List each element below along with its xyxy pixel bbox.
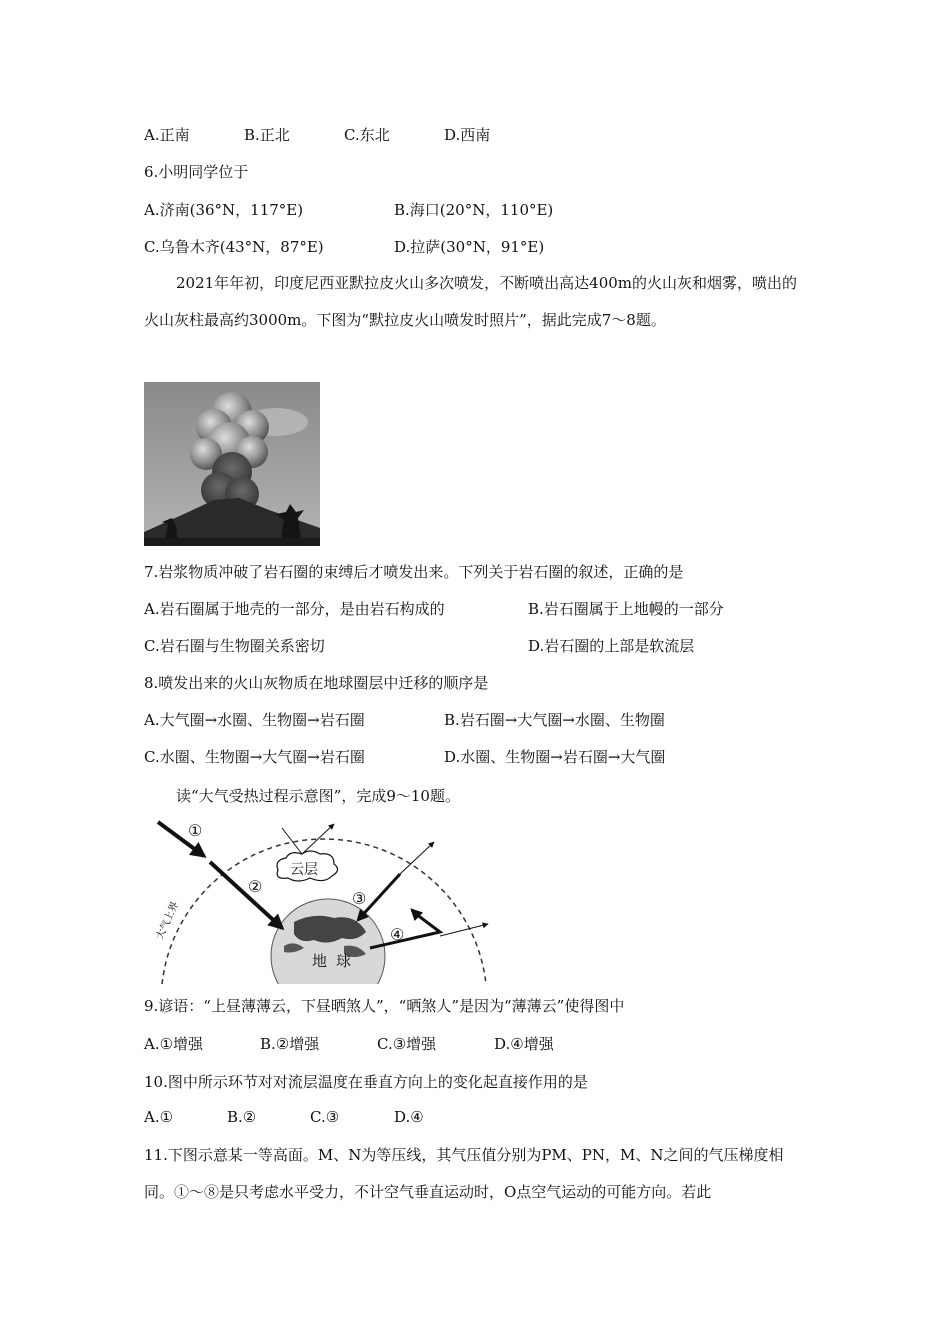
q8-option-d: D.水圈、生物圈→岩石圈→大气圈 [444,748,666,766]
q6-option-d: D.拉萨(30°N，91°E) [394,238,545,256]
boundary-label: 大气上界 [154,900,182,942]
q9-option-d: D.④增强 [494,1035,554,1053]
intro-paragraph-7-8: 2021年年初，印度尼西亚默拉皮火山多次喷发，不断喷出高达400m的火山灰和烟雾，喷出的火山灰柱最高约3000m。下图为“默拉皮火山喷发时照片”，据此完成7～8题。 [144,274,798,329]
atmosphere-heating-diagram [144,814,504,986]
q7-option-a: A.岩石圈属于地壳的一部分，是由岩石构成的 [144,600,445,618]
q9-option-b: B.②增强 [260,1035,320,1053]
label-3: ③ [352,889,367,908]
label-4: ④ [390,925,405,944]
q9-stem: 9.谚语：“上昼薄薄云，下昼晒煞人”，“晒煞人”是因为“薄薄云”使得图中 [144,997,625,1015]
q10-stem: 10.图中所示环节对对流层温度在垂直方向上的变化起直接作用的是 [144,1073,588,1091]
intro-9-10: 读“大气受热过程示意图”，完成9～10题。 [176,787,460,805]
earth-label-1: 地 [312,952,328,970]
q5-option-c: C.东北 [344,126,390,144]
cloud-label: 云层 [290,862,318,878]
q6-option-a: A.济南(36°N，117°E) [144,201,304,219]
q7-option-d: D.岩石圈的上部是软流层 [528,637,695,655]
earth-label-2: 球 [336,952,352,970]
arrow-4-tail [440,924,488,936]
volcano-eruption-photo [144,382,320,546]
q5-option-a: A.正南 [144,126,190,144]
q8-option-b: B.岩石圈→大气圈→水圈、生物圈 [444,711,665,729]
earth-globe-icon [271,899,385,986]
q7-option-c: C.岩石圈与生物圈关系密切 [144,637,325,655]
q9-option-c: C.③增强 [377,1035,437,1053]
q6-option-b: B.海口(20°N，110°E) [394,201,554,219]
q5-option-d: D.西南 [444,126,491,144]
label-1: ① [188,821,203,840]
q7-option-b: B.岩石圈属于上地幔的一部分 [528,600,724,618]
label-2: ② [248,877,263,896]
arrow-3-tail [400,842,434,874]
q11-stem: 11.下图示意某一等高面。M、N为等压线，其气压值分别为PM、PN，M、N之间的气压梯度相同。①～⑧是只考虑水平受力，不计空气垂直运动时，O点空气运动的可能方向。若此 [144,1146,784,1201]
arrow-2 [210,862,282,928]
cloud-incoming-arrow [282,828,302,854]
q10-option-d: D.④ [394,1108,424,1126]
q8-stem: 8.喷发出来的火山灰物质在地球圈层中迁移的顺序是 [144,674,489,692]
q7-stem: 7.岩浆物质冲破了岩石圈的束缚后才喷发出来。下列关于岩石圈的叙述，正确的是 [144,563,684,581]
q8-option-c: C.水圈、生物圈→大气圈→岩石圈 [144,748,365,766]
q10-option-c: C.③ [310,1108,340,1126]
q6-stem: 6.小明同学位于 [144,163,249,181]
q8-option-a: A.大气圈→水圈、生物圈→岩石圈 [144,711,365,729]
q6-option-c: C.乌鲁木齐(43°N，87°E) [144,238,324,256]
q10-option-a: A.① [144,1108,174,1126]
q9-option-a: A.①增强 [144,1035,204,1053]
q10-option-b: B.② [227,1108,257,1126]
q5-option-b: B.正北 [244,126,290,144]
